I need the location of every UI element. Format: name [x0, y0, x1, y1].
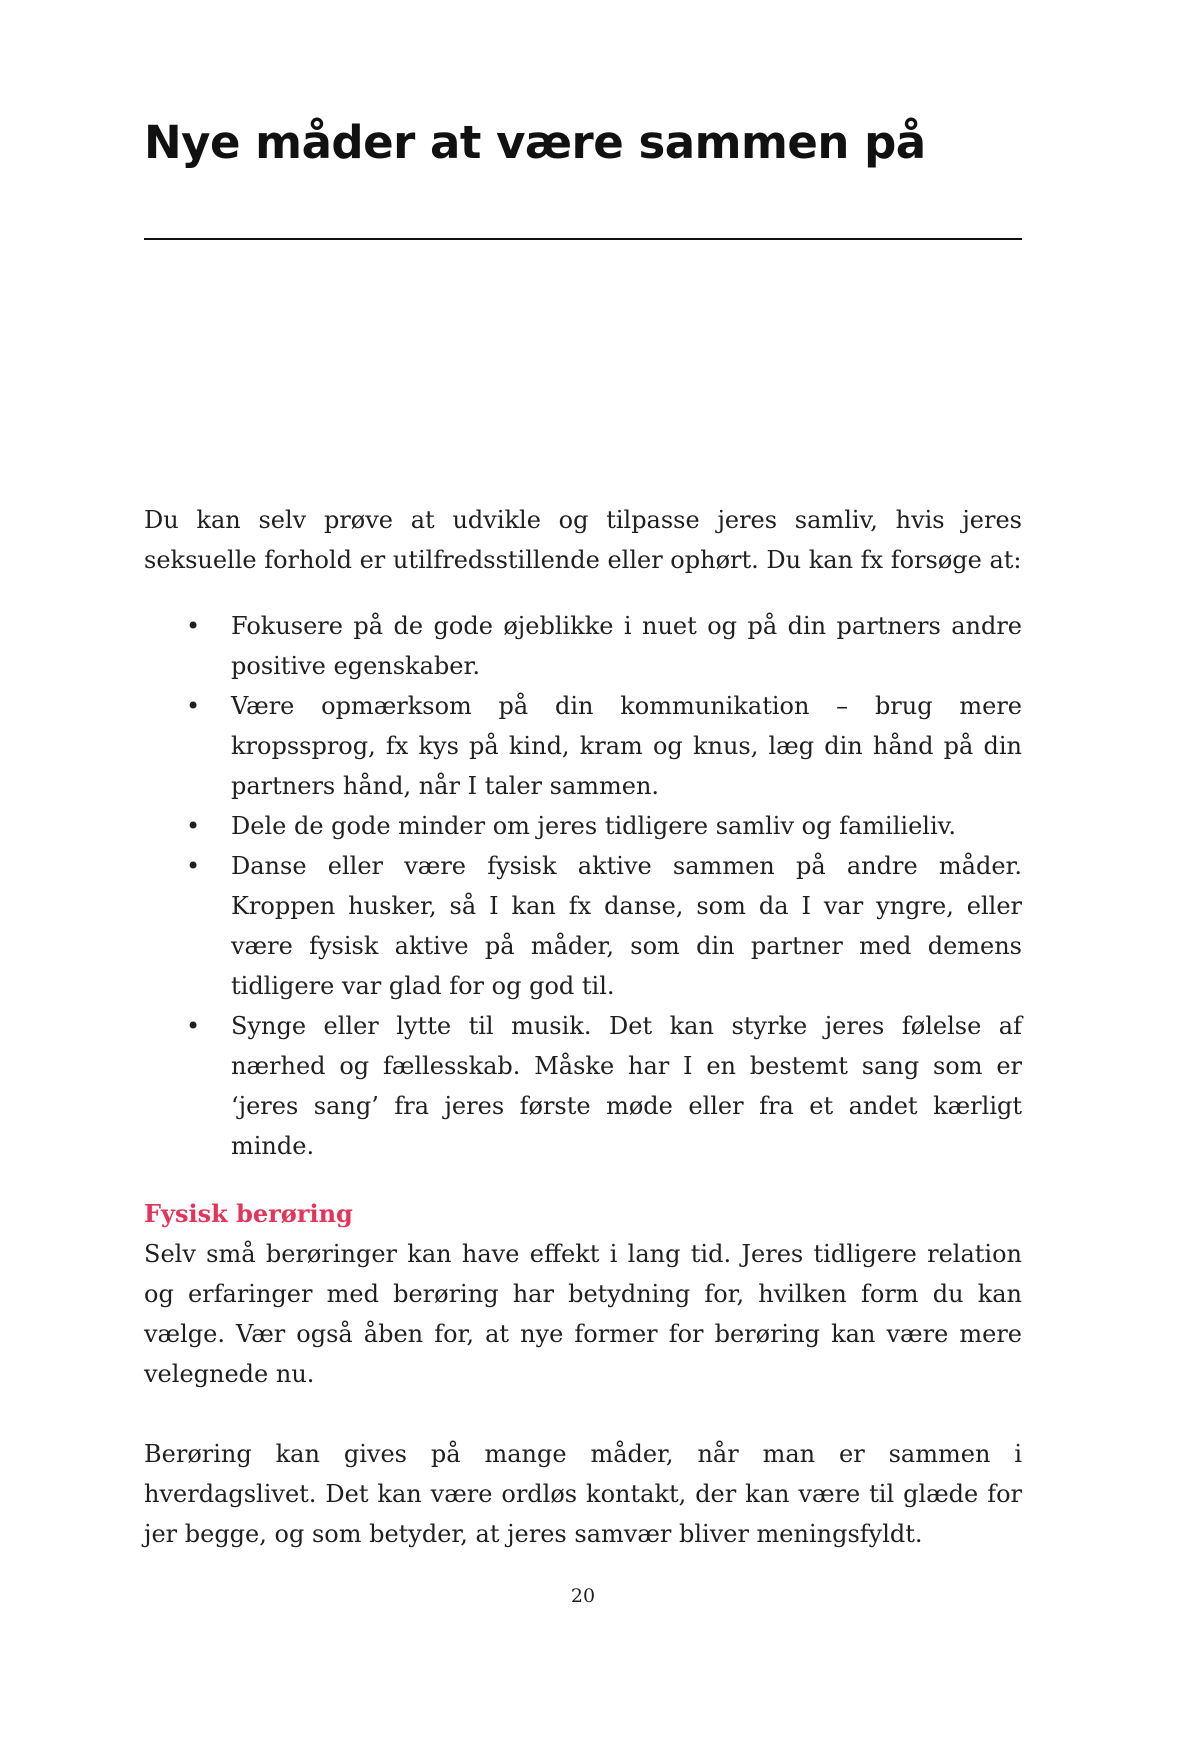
list-item-text: Synge eller lytte til musik. Det kan styrke jeres følelse af nærhed og fællesskab. Måske har I en bestemt sang som er ‘jeres sang’ fra jeres første møde eller fra et andet kærligt minde. — [231, 1012, 1022, 1160]
section-paragraph-1: Selv små berøringer kan have effekt i lang tid. Jeres tidligere relation og erfaringer med berøring har betydning for, hvilken form du kan vælge. Vær også åben for, at nye former for berøring kan være mere velegnede nu. — [144, 1240, 1022, 1388]
list-item — [144, 606, 1022, 686]
list-item — [144, 1006, 1022, 1166]
list-item-text: Dele de gode minder om jeres tidligere samliv og familieliv. — [231, 812, 956, 840]
bullet-icon: • — [186, 812, 201, 840]
list-item — [144, 686, 1022, 806]
list-item-text: Danse eller være fysisk aktive sammen på andre måder. Kroppen husker, så I kan fx danse, som da I var yngre, eller være fysisk aktive på måder, som din partner med demens tidligere var glad for og god til. — [231, 852, 1022, 1000]
suggestion-list — [144, 606, 1022, 1166]
section-heading: Fysisk berøring — [144, 1199, 353, 1228]
list-item — [144, 806, 1022, 846]
body-content — [144, 500, 1022, 1554]
bullet-icon: • — [186, 852, 201, 880]
bullet-icon: • — [186, 612, 201, 640]
title-divider — [144, 238, 1022, 240]
page-title: Nye måder at være sammen på — [144, 116, 926, 169]
list-item-text: Fokusere på de gode øjeblikke i nuet og på din partners andre positive egenskaber. — [231, 612, 1022, 680]
document-page — [144, 0, 1022, 1748]
list-item-text: Være opmærksom på din kommunikation – brug mere kropssprog, fx kys på kind, kram og knus, læg din hånd på din partners hånd, når I taler sammen. — [231, 692, 1022, 800]
intro-paragraph: Du kan selv prøve at udvikle og tilpasse jeres samliv, hvis jeres seksuelle forhold er utilfredsstillende eller ophørt. Du kan fx forsøge at: — [144, 506, 1022, 574]
page-number: 20 — [570, 1585, 596, 1607]
list-item — [144, 846, 1022, 1006]
bullet-icon: • — [186, 1012, 201, 1040]
bullet-icon: • — [186, 692, 201, 720]
section-paragraph-2: Berøring kan gives på mange måder, når man er sammen i hverdagslivet. Det kan være ordløs kontakt, der kan være til glæde for jer begge, og som betyder, at jeres samvær bliver meningsfyldt. — [144, 1440, 1022, 1548]
